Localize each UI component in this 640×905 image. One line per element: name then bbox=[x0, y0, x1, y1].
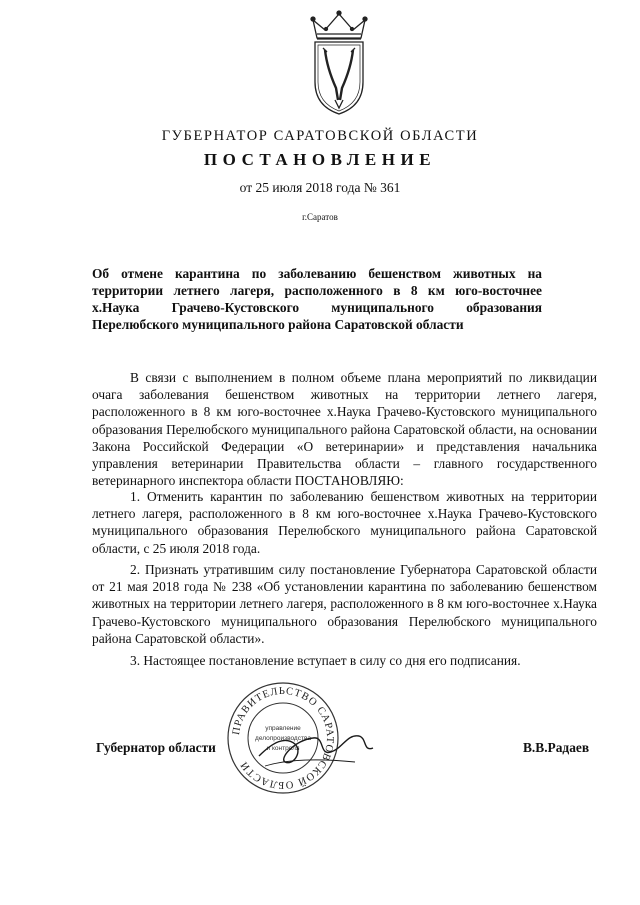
seal-line-1: управление bbox=[265, 725, 301, 732]
signatory-name: В.В.Радаев bbox=[523, 740, 590, 755]
document-title: Об отмене карантина по заболеванию бешенством животных на территории летнего лагеря, расположенного в 8 км юго-восточнее х.Наука Грачево-Кустовского муниципального образования Перелюбского муниципального района Саратовской области bbox=[92, 266, 542, 332]
issuing-authority: ГУБЕРНАТОР САРАТОВСКОЙ ОБЛАСТИ bbox=[161, 128, 479, 144]
preamble-text: В связи с выполнением в полном объеме плана мероприятий по ликвидации очага заболевания бешенством животных на территории летнего лагеря, расположенного в 8 км юго-восточнее х.Наука Грачево-Кустовского муниципального образования Перелюбского муниципального района Саратовской области, на основании Закона Российской Федерации «О ветеринарии» и представления начальника управления ветеринарии Правительства области – главного государственного ветеринарного инспектора области ПОСТАНОВЛЯЮ: bbox=[92, 370, 597, 489]
item-2-paragraph bbox=[92, 561, 597, 647]
item-3-text: 3. Настоящее постановление вступает в силу со дня его подписания. bbox=[130, 653, 521, 668]
preamble-paragraph bbox=[92, 369, 597, 489]
seal-line-2: делопроизводства bbox=[255, 735, 311, 742]
document-date-number: от 25 июля 2018 года № 361 bbox=[239, 180, 401, 195]
seal-line-3: и контроля bbox=[266, 745, 300, 752]
coat-of-arms-icon bbox=[303, 8, 375, 118]
item-2-text: 2. Признать утратившим силу постановление Губернатора Саратовской области от 21 мая 2018 года № 238 «Об установлении карантина по заболеванию бешенством животных на территории летнего лагеря, расположенного в 8 км юго-восточнее х.Наука Грачево-Кустовского муниципального образования Перелюбского муниципального района Саратовской области». bbox=[92, 562, 597, 646]
handwritten-signature bbox=[255, 722, 380, 782]
item-1-paragraph bbox=[92, 488, 597, 557]
signatory-position: Губернатор области bbox=[96, 740, 216, 755]
document-type: ПОСТАНОВЛЕНИЕ bbox=[203, 150, 437, 169]
seal-ring-text: ПРАВИТЕЛЬСТВО САРАТОВСКОЙ ОБЛАСТИ bbox=[230, 685, 336, 791]
issuing-city: г.Саратов bbox=[302, 212, 338, 222]
item-1-text: 1. Отменить карантин по заболеванию бешенством животных на территории летнего лагеря, расположенного в 8 км юго-восточнее х.Наука Грачево-Кустовского муниципального образования Перелюбского муниципального района Саратовской области, с 25 июля 2018 года. bbox=[92, 489, 597, 556]
item-3-paragraph bbox=[92, 652, 597, 669]
